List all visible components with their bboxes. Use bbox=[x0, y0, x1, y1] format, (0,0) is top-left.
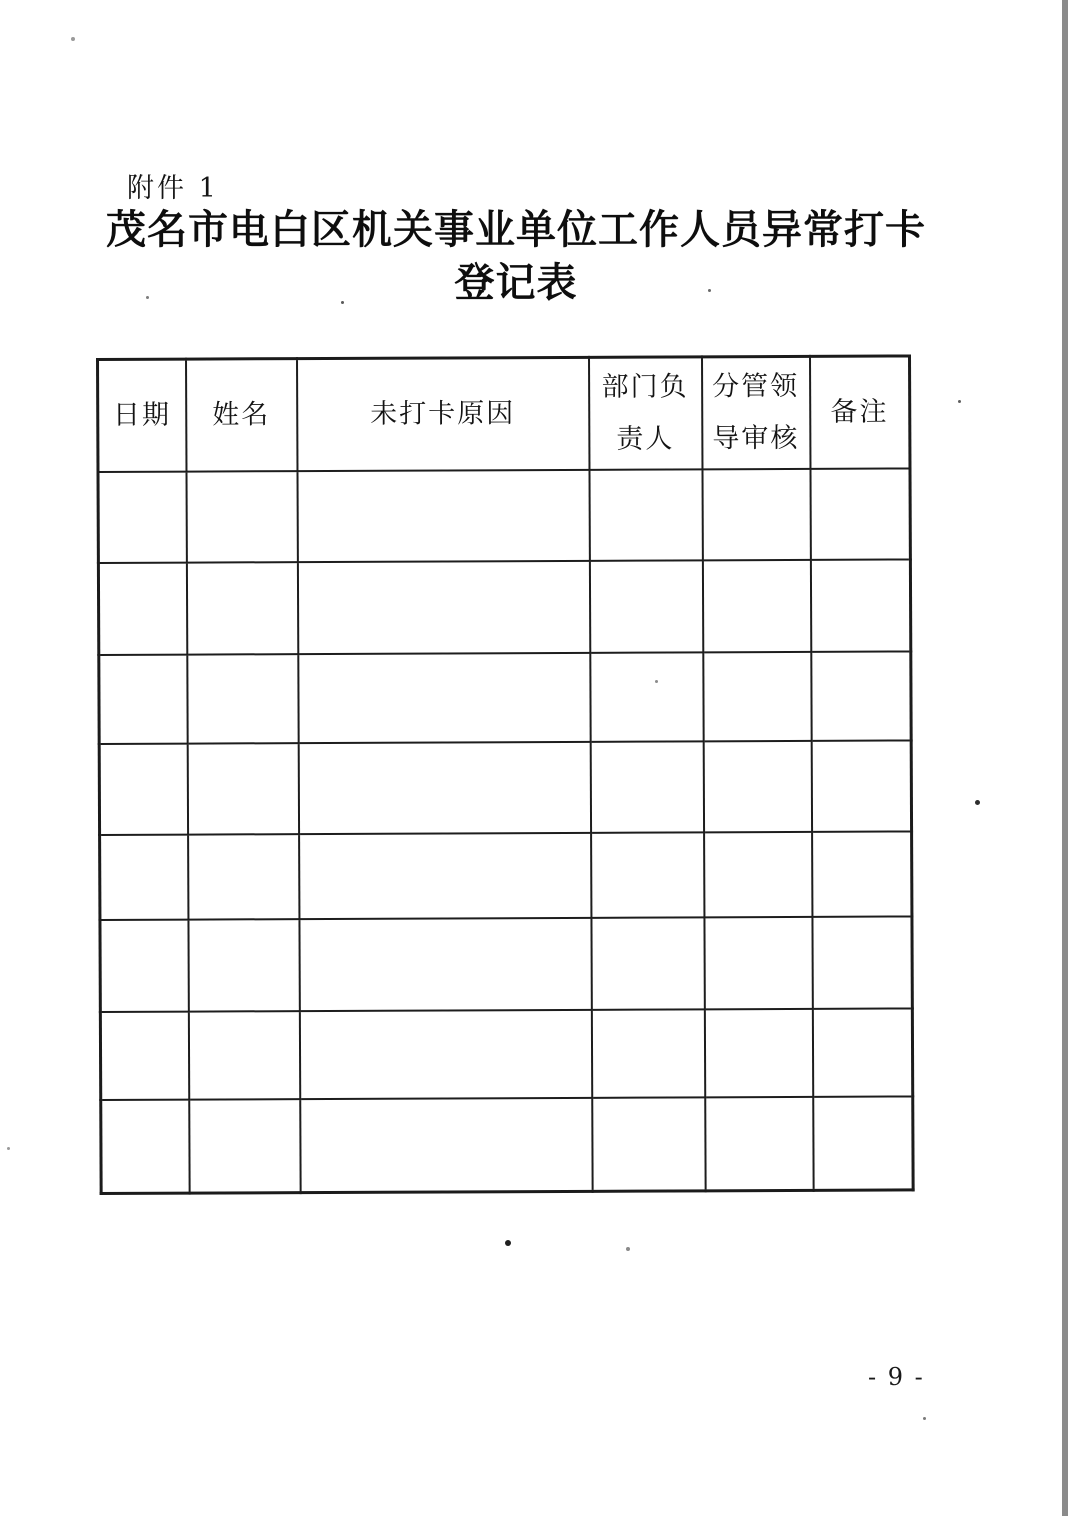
table-empty-cell bbox=[300, 1097, 592, 1192]
table-empty-cell bbox=[812, 916, 912, 1008]
table-empty-cell bbox=[592, 1097, 705, 1191]
column-header-leader-review: 分管领 导审核 bbox=[702, 356, 810, 468]
registration-table bbox=[96, 354, 915, 1195]
table-empty-cell bbox=[100, 834, 188, 919]
table-empty-cell bbox=[589, 560, 702, 652]
table-empty-cell bbox=[299, 832, 591, 918]
table-empty-cell bbox=[590, 652, 703, 741]
scan-speckle bbox=[655, 680, 658, 683]
table-empty-cell bbox=[811, 651, 911, 740]
scan-speckle bbox=[341, 301, 344, 304]
table-empty-cell bbox=[189, 1099, 300, 1193]
scan-speckle bbox=[923, 1417, 926, 1420]
table-empty-cell bbox=[810, 559, 910, 651]
table-empty-row bbox=[99, 651, 911, 744]
table-empty-cell bbox=[186, 471, 297, 562]
registration-table-body bbox=[98, 468, 913, 1194]
table-empty-cell bbox=[590, 741, 703, 832]
table-empty-cell bbox=[298, 741, 590, 833]
table-empty-cell bbox=[188, 1011, 299, 1099]
table-empty-cell bbox=[812, 1008, 912, 1096]
table-empty-row bbox=[98, 559, 910, 655]
table-empty-cell bbox=[811, 740, 911, 831]
attachment-label: 附件 1 bbox=[127, 173, 219, 204]
table-empty-cell bbox=[100, 919, 188, 1011]
table-empty-row bbox=[100, 1008, 912, 1100]
scan-speckle bbox=[71, 37, 75, 41]
table-empty-cell bbox=[188, 919, 299, 1011]
table-empty-cell bbox=[812, 831, 912, 916]
table-empty-cell bbox=[299, 917, 591, 1010]
document-title-line-1: 茂名市电白区机关事业单位工作人员异常打卡 bbox=[106, 207, 926, 253]
column-header-remarks: 备注 bbox=[809, 356, 909, 468]
column-header-name: 姓名 bbox=[186, 359, 297, 471]
scanner-edge-strip bbox=[1062, 0, 1068, 1516]
table-empty-cell bbox=[591, 832, 704, 917]
table-empty-cell bbox=[299, 1009, 591, 1098]
table-empty-cell bbox=[187, 654, 298, 743]
table-empty-cell bbox=[589, 469, 702, 560]
table-empty-cell bbox=[188, 834, 299, 919]
table-empty-cell bbox=[704, 831, 812, 916]
table-empty-cell bbox=[186, 562, 297, 654]
table-empty-cell bbox=[187, 743, 298, 834]
page-number: - 9 - bbox=[868, 1363, 925, 1391]
table-empty-row bbox=[100, 916, 912, 1012]
scan-speckle bbox=[146, 296, 149, 299]
table-empty-cell bbox=[813, 1096, 913, 1190]
table-empty-row bbox=[99, 740, 911, 835]
document-title bbox=[60, 204, 972, 310]
table-empty-cell bbox=[99, 654, 187, 743]
scan-speckle bbox=[505, 1240, 511, 1246]
table-empty-cell bbox=[298, 652, 590, 742]
table-empty-cell bbox=[704, 916, 812, 1008]
table-empty-cell bbox=[98, 471, 186, 562]
scan-speckle bbox=[975, 800, 980, 805]
table-empty-row bbox=[100, 831, 912, 920]
column-header-dept-head: 部门负 责人 bbox=[589, 357, 702, 469]
document-title-line-2: 登记表 bbox=[454, 260, 578, 306]
column-header-date: 日期 bbox=[98, 359, 186, 471]
scan-speckle bbox=[7, 1147, 10, 1150]
table-empty-row bbox=[98, 468, 910, 563]
table-empty-cell bbox=[704, 1008, 812, 1096]
table-empty-cell bbox=[702, 559, 810, 651]
table-empty-cell bbox=[591, 917, 704, 1009]
table-empty-cell bbox=[702, 468, 810, 559]
scan-speckle bbox=[958, 400, 961, 403]
table-empty-cell bbox=[705, 1096, 813, 1190]
table-empty-cell bbox=[98, 562, 186, 654]
table-empty-cell bbox=[101, 1099, 189, 1193]
scan-speckle bbox=[708, 289, 711, 292]
table-empty-cell bbox=[297, 469, 589, 561]
table-header-row bbox=[98, 356, 910, 472]
table-empty-cell bbox=[297, 560, 589, 653]
table-empty-cell bbox=[100, 1011, 188, 1099]
registration-table-wrap bbox=[96, 354, 915, 1195]
table-empty-cell bbox=[703, 651, 811, 740]
table-empty-cell bbox=[810, 468, 910, 559]
table-empty-cell bbox=[99, 743, 187, 834]
table-empty-cell bbox=[591, 1009, 704, 1097]
table-empty-cell bbox=[703, 740, 811, 831]
column-header-reason: 未打卡原因 bbox=[297, 357, 589, 470]
scan-speckle bbox=[626, 1247, 630, 1251]
table-empty-row bbox=[101, 1096, 913, 1194]
